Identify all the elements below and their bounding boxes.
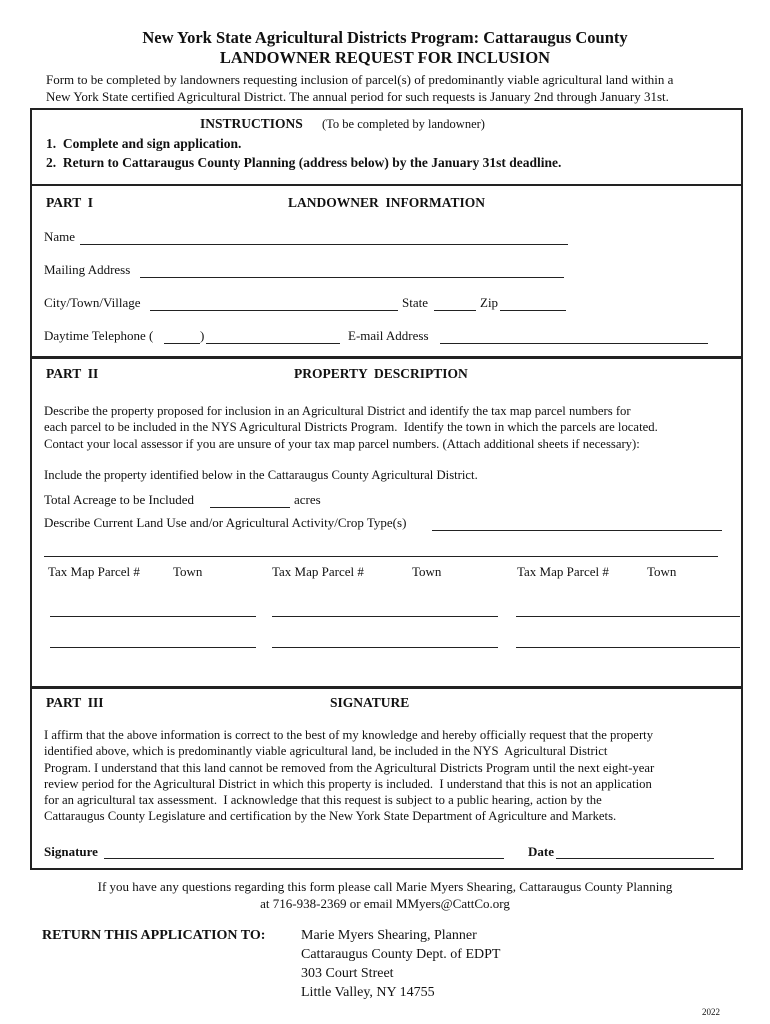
part2-label: PART II [46, 366, 99, 381]
address-line-3: 303 Court Street [301, 966, 394, 981]
parcel-entry-2[interactable] [272, 604, 498, 617]
parcel-col-1: Tax Map Parcel # [48, 564, 140, 579]
city-label: City/Town/Village [44, 295, 141, 310]
signature-field[interactable] [104, 846, 504, 859]
parcel-entry-1[interactable] [50, 604, 256, 617]
instruction-step-2: 2. Return to Cattaraugus County Planning (address below) by the January 31st deadline. [46, 155, 562, 170]
address-line-1: Marie Myers Shearing, Planner [301, 928, 477, 943]
intro-line-2: New York State certified Agricultural District. The annual period for such requests is January 2nd through January 31st. [46, 89, 669, 104]
land-use-field-line-2[interactable] [44, 544, 718, 557]
date-field[interactable] [556, 846, 714, 859]
email-field[interactable] [440, 331, 708, 344]
state-label: State [402, 295, 428, 310]
phone-label: Daytime Telephone ( [44, 328, 154, 343]
parcel-entry-3[interactable] [516, 604, 740, 617]
name-label: Name [44, 229, 76, 244]
phone-field[interactable] [206, 331, 340, 344]
form-title: New York State Agricultural Districts Program: Cattaraugus County [142, 28, 628, 47]
date-label: Date [528, 844, 554, 859]
town-col-1: Town [173, 564, 203, 579]
state-field[interactable] [434, 298, 476, 311]
zip-field[interactable] [500, 298, 566, 311]
parcel-entry-4[interactable] [50, 635, 256, 648]
affirmation-line-4: review period for the Agricultural District in which this property is included. I understand that this is not an application [44, 777, 652, 791]
part1-label: PART I [46, 195, 94, 210]
area-code-field[interactable] [164, 331, 200, 344]
affirmation-line-6: Cattaraugus County Legislature and certification by the New York State Department of Agriculture and Markets. [44, 809, 617, 823]
part1-heading: LANDOWNER INFORMATION [288, 195, 486, 210]
instructions-heading: INSTRUCTIONS [200, 116, 303, 131]
town-col-3: Town [647, 564, 677, 579]
mailing-label: Mailing Address [44, 262, 131, 277]
zip-label: Zip [480, 295, 499, 310]
part2-desc-2: each parcel to be included in the NYS Agricultural Districts Program. Identify the town in which the parcels are located. [44, 420, 658, 434]
acreage-field[interactable] [210, 495, 290, 508]
affirmation-line-2: identified above, which is predominantly viable agricultural land, be included in the NYS Agricultural District [44, 744, 608, 758]
name-field[interactable] [80, 232, 568, 245]
mailing-address-field[interactable] [140, 265, 564, 278]
signature-label: Signature [44, 844, 98, 859]
acreage-label: Total Acreage to be Included [44, 492, 194, 507]
part2-desc-1: Describe the property proposed for inclusion in an Agricultural District and identify the tax map parcel numbers for [44, 404, 631, 418]
intro-line-1: Form to be completed by landowners requesting inclusion of parcel(s) of predominantly viable agricultural land within a [46, 72, 674, 87]
affirmation-line-5: for an agricultural tax assessment. I acknowledge that this request is subject to a public hearing, action by the [44, 793, 602, 807]
parcel-col-2: Tax Map Parcel # [272, 564, 364, 579]
form-year: 2022 [702, 1007, 720, 1017]
parcel-entry-5[interactable] [272, 635, 498, 648]
city-field[interactable] [150, 298, 398, 311]
part3-label: PART III [46, 695, 104, 710]
address-line-4: Little Valley, NY 14755 [301, 985, 435, 1000]
questions-line-1: If you have any questions regarding this form please call Marie Myers Shearing, Cattaraugus County Planning [97, 879, 673, 894]
affirmation-line-3: Program. I understand that this land cannot be removed from the Agricultural Districts Program until the next eight-year [44, 761, 655, 775]
address-line-2: Cattaraugus County Dept. of EDPT [301, 947, 501, 962]
include-statement: Include the property identified below in the Cattaraugus County Agricultural District. [44, 468, 478, 482]
email-label: E-mail Address [348, 328, 429, 343]
part3-heading: SIGNATURE [330, 695, 410, 710]
return-label: RETURN THIS APPLICATION TO: [42, 928, 266, 943]
affirmation-line-1: I affirm that the above information is correct to the best of my knowledge and hereby officially request that the property [44, 728, 654, 742]
phone-paren: ) [200, 328, 205, 343]
town-col-2: Town [412, 564, 442, 579]
part2-heading: PROPERTY DESCRIPTION [294, 366, 468, 381]
parcel-entry-6[interactable] [516, 635, 740, 648]
land-use-field[interactable] [432, 518, 722, 531]
instruction-step-1: 1. Complete and sign application. [46, 136, 242, 151]
questions-line-2: at 716-938-2369 or email MMyers@CattCo.org [260, 896, 510, 911]
land-use-label: Describe Current Land Use and/or Agricultural Activity/Crop Type(s) [44, 515, 407, 530]
acres-label: acres [294, 492, 321, 507]
parcel-col-3: Tax Map Parcel # [517, 564, 609, 579]
instructions-note: (To be completed by landowner) [322, 117, 485, 131]
form-subtitle: LANDOWNER REQUEST FOR INCLUSION [219, 48, 551, 67]
part2-desc-3: Contact your local assessor if you are unsure of your tax map parcel numbers. (Attach additional sheets if necessary): [44, 437, 640, 451]
